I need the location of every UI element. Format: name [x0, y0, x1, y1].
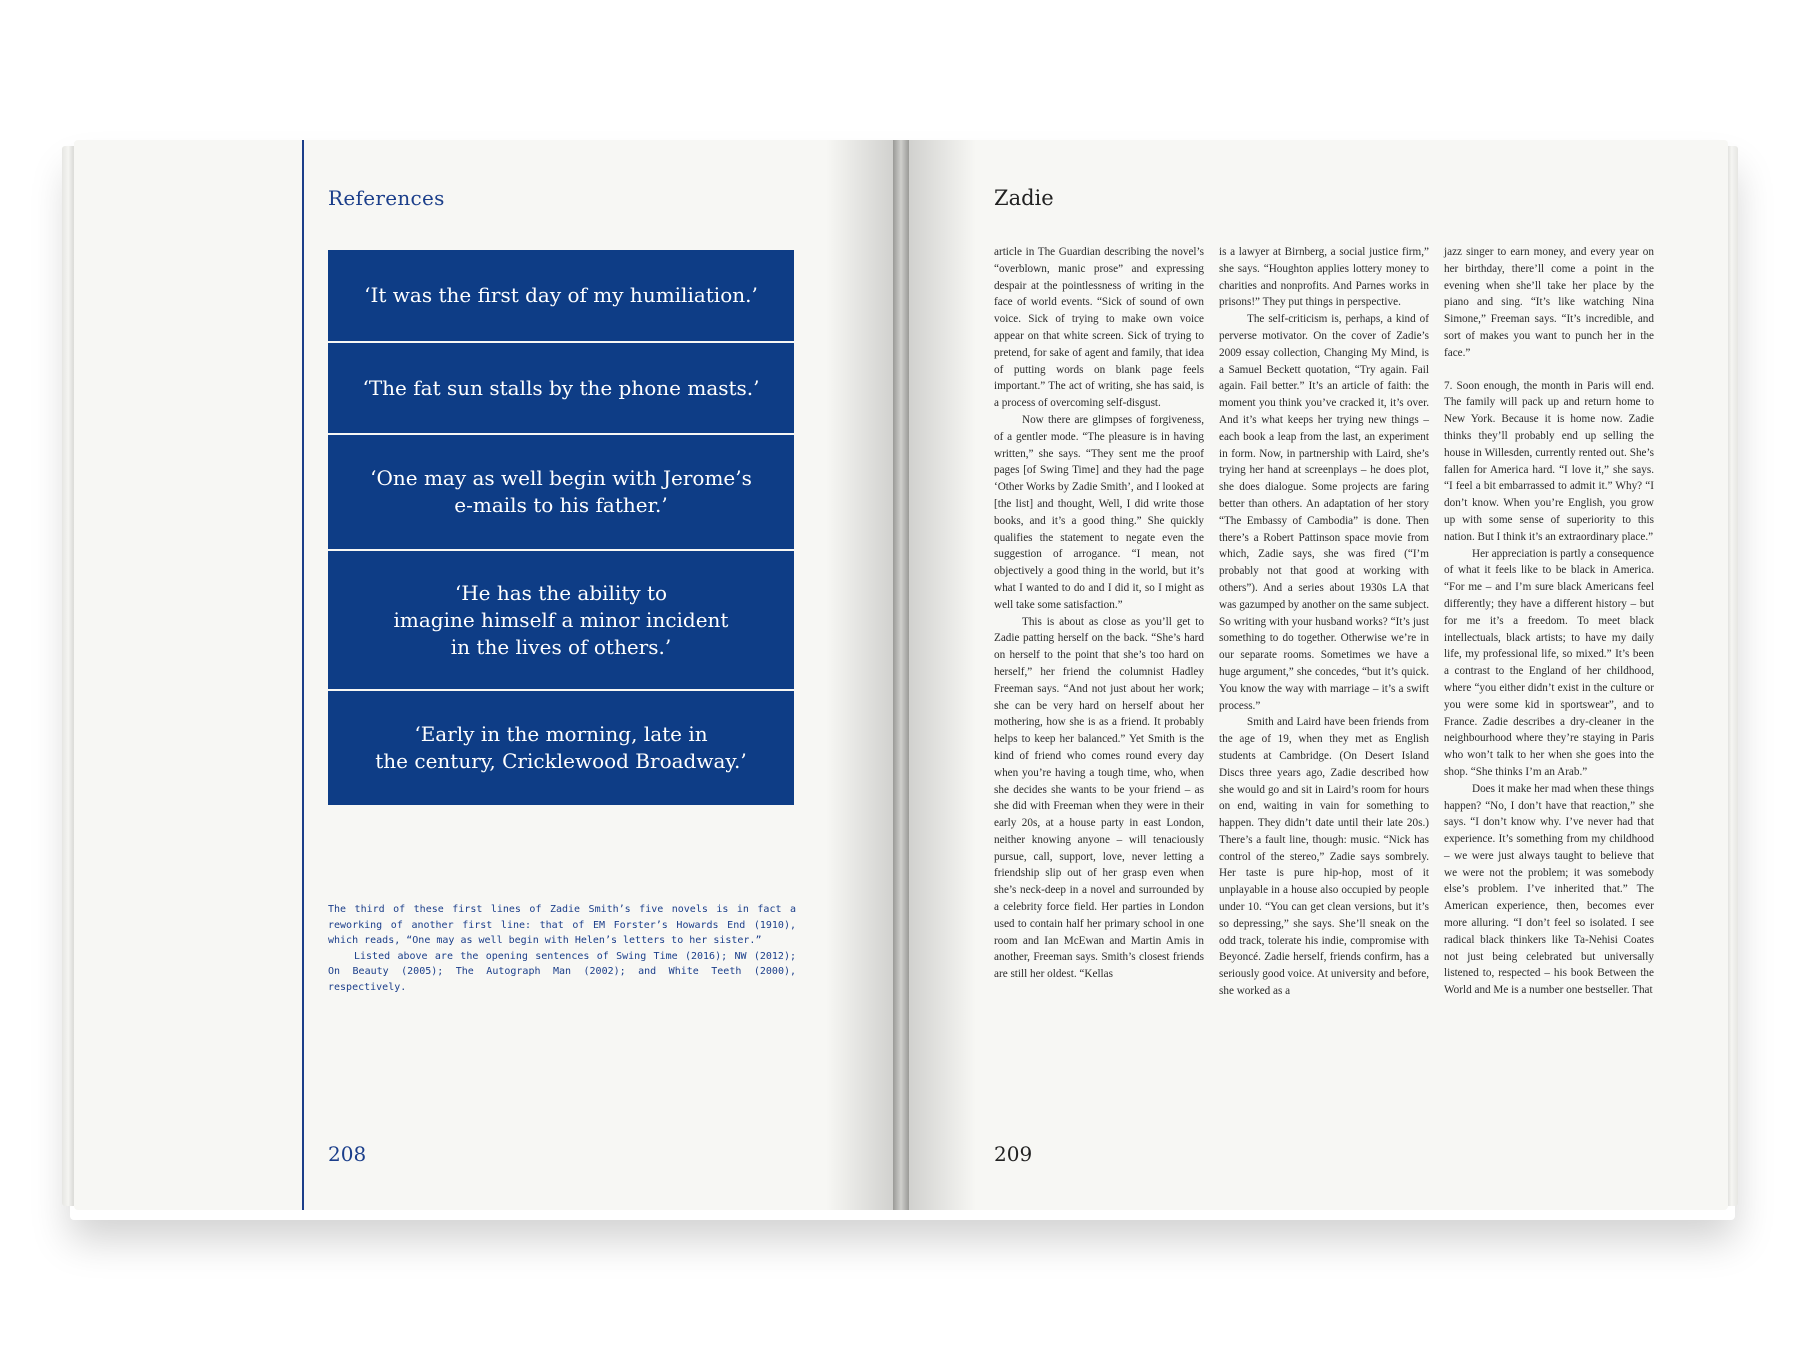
article-heading: Zadie — [994, 186, 1054, 210]
gutter-shadow — [826, 140, 896, 1210]
quote-text: ‘He has the ability to imagine himself a minor incident in the lives of others.’ — [393, 580, 729, 659]
text-column — [1444, 244, 1654, 1000]
quote-block — [328, 343, 794, 435]
paragraph: 7. Soon enough, the month in Paris will end. The family will pack up and return home to New York. Because it is home now. Zadie thinks they’ll probably end up selling the house in Willesden, currently rented out. She’s fallen for America hard. “I love it,” she says. “I feel a bit embarrassed to admit it.” Why? “I don’t know. When you’re English, you grow up with some sense of superiority to this nation. But I think it’s an extraordinary place.” — [1444, 379, 1654, 543]
paragraph: article in The Guardian describing the novel’s “overblown, manic prose” and expressing despair at the pointlessness of writing in the face of world events. “Sick of sound of own voice. Sick of trying to make own voice appear on that white screen. Sick of trying to pretend, for sake of agent and family, that idea of putting words on blank page feels important.” The act of writing, she has said, is a process of overcoming self-disgust. — [994, 246, 1204, 410]
vertical-rule — [302, 140, 304, 1210]
caption — [328, 902, 796, 995]
paragraph: Does it make her mad when these things happen? “No, I don’t have that reaction,” she says. “I don’t know why. I’ve never had that experience. It’s something from my childhood – we were just always taught to believe that we were not the problem; it was somebody else’s problem. I’ve inherited that.” The American experience, then, becomes ever more alluring. “I don’t feel so isolated. I see radical black thinkers like Ta-Nehisi Coates not just being celebrated but universally listened to, respected – his book Between the World and Me is a number one bestseller. That — [1444, 782, 1654, 997]
paragraph: is a lawyer at Birnberg, a social justice firm,” she says. “Houghton applies lottery money to charities and nonprofits. And Parnes works in prisons!” They put things in perspective. — [1219, 246, 1429, 309]
caption-paragraph: Listed above are the opening sentences of Swing Time (2016); NW (2012); On Beauty (2005); The Autograph Man (2002); and White Teeth (2000), respectively. — [328, 950, 796, 993]
quote-text: ‘One may as well begin with Jerome’s e-mails to his father.’ — [370, 466, 752, 517]
paragraph: Smith and Laird have been friends from the age of 19, when they met as English students at Cambridge. (On Desert Island Discs three years ago, Zadie described how she would go and sit in Laird’s room for hours on end, waiting in vain for something to happen. They didn’t date until their late 20s.) There’s a fault line, though: music. “Nick has control of the stereo,” Zadie says sombrely. Her taste is pure hip-hop, most of it unplayable in a house also occupied by people under 10. “You can get clean versions, but it’s so depressing,” she says. She’ll sneak on the odd track, tolerate his indie, compromise with Beyoncé. Zadie herself, friends confirm, has a seriously good voice. At university and before, she worked as a — [1219, 716, 1429, 998]
paragraph: jazz singer to earn money, and every year on her birthday, there’ll come a point in the evening when she’ll take her place by the piano and sing. “It’s like watching Nina Simone,” Freeman says. “It’s incredible, and sort of makes you want to punch her in the face.” — [1444, 246, 1654, 359]
quote-block — [328, 551, 794, 691]
quote-text: ‘Early in the morning, late in the century, Cricklewood Broadway.’ — [375, 722, 747, 773]
paragraph: Now there are glimpses of forgiveness, of a gentler mode. “The pleasure is in having written,” she says. “They sent me the proof pages [of Swing Time] and they had the page ‘Other Works by Zadie Smith’, and I looked at [the list] and thought, Well, I did write those books, and it’s a good thing.” She quickly qualifies the statement to negate even the suggestion of arrogance. “I mean, not objectively a good thing in the world, but it’s what I wanted to do and I did it, so I might as well take some satisfaction.” — [994, 413, 1204, 611]
gutter-shadow — [906, 140, 976, 1210]
left-page — [74, 140, 896, 1210]
section-heading: References — [328, 186, 445, 210]
quote-block — [328, 691, 794, 805]
page-number: 209 — [994, 1142, 1033, 1166]
paragraph: Her appreciation is partly a consequence of what it feels like to be black in America. “For me – and I’m sure black Americans feel differently; they have a different history – but for me it’s a freedom. To meet black intellectuals, black artists; to have my daily life, my professional life, so mixed.” It’s been a contrast to the England of her childhood, where “you either didn’t exist in the culture or you were some kid in sportswear”, and to France. Zadie describes a dry-cleaner in the neighbourhood where they’re staying in Paris who won’t talk to her when she goes into the shop. “She thinks I’m an Arab.” — [1444, 547, 1654, 778]
text-column — [1219, 244, 1429, 1000]
article-columns — [994, 244, 1654, 1000]
right-page — [906, 140, 1728, 1210]
caption-paragraph: The third of these first lines of Zadie Smith’s five novels is in fact a reworking of another first line: that of EM Forster’s Howards End (1910), which reads, “One may as well begin with Helen’s letters to her sister.” — [328, 904, 796, 946]
paragraph: This is about as close as you’ll get to Zadie patting herself on the back. “She’s hard on herself to the point that she’s too hard on herself,” her friend the columnist Hadley Freeman says. “And not just about her work; she can be very hard on herself about her mothering, how she is as a friend. It probably helps to keep her balanced.” Yet Smith is the kind of friend who comes round every day when you’re having a tough time, who, when she decides she wants to be your friend – as she did with Freeman when they were in their early 20s, at a house party in east London, neither knowing anyone – will tenaciously pursue, call, support, love, never letting a friendship slip out of her grasp even when she’s neck-deep in a novel and surrounded by a celebrity force field. Her parties in London used to contain half her primary school in one room and Ian McEwan and Martin Amis in another, Freeman says. Smith’s closest friends are still her oldest. “Kellas — [994, 615, 1204, 981]
text-column — [994, 244, 1204, 1000]
book-spine — [893, 140, 909, 1210]
quote-block — [328, 435, 794, 551]
quote-text: ‘The fat sun stalls by the phone masts.’ — [362, 375, 760, 400]
quote-panel — [328, 250, 794, 805]
quote-text: ‘It was the first day of my humiliation.’ — [364, 283, 758, 307]
page-number: 208 — [328, 1142, 367, 1166]
quote-block — [328, 250, 794, 343]
paragraph: The self-criticism is, perhaps, a kind of perverse motivator. On the cover of Zadie’s 2009 essay collection, Changing My Mind, is a Samuel Beckett quotation, “Try again. Fail again. Fail better.” It’s an article of faith: the moment you think you’ve cracked it, it’s over. And it’s what keeps her trying new things – each book a leap from the last, an experiment in form. Now, in partnership with Laird, she’s trying her hand at screenplays – he does plot, she does dialogue. Some projects are faring better than others. An adaptation of her story “The Embassy of Cambodia” is done. Then there’s a Robert Pattinson space movie from which, Zadie says, she was fired (“I’m probably not that good at working with others”). And a series about 1930s LA that was gazumped by another on the same subject. So writing with your husband works? “It’s just something to do together. Otherwise we’re in our separate rooms. Sometimes we have a huge argument,” she concedes, “but it’s quick. You know the way with marriage – it’s a swift process.” — [1219, 313, 1430, 712]
